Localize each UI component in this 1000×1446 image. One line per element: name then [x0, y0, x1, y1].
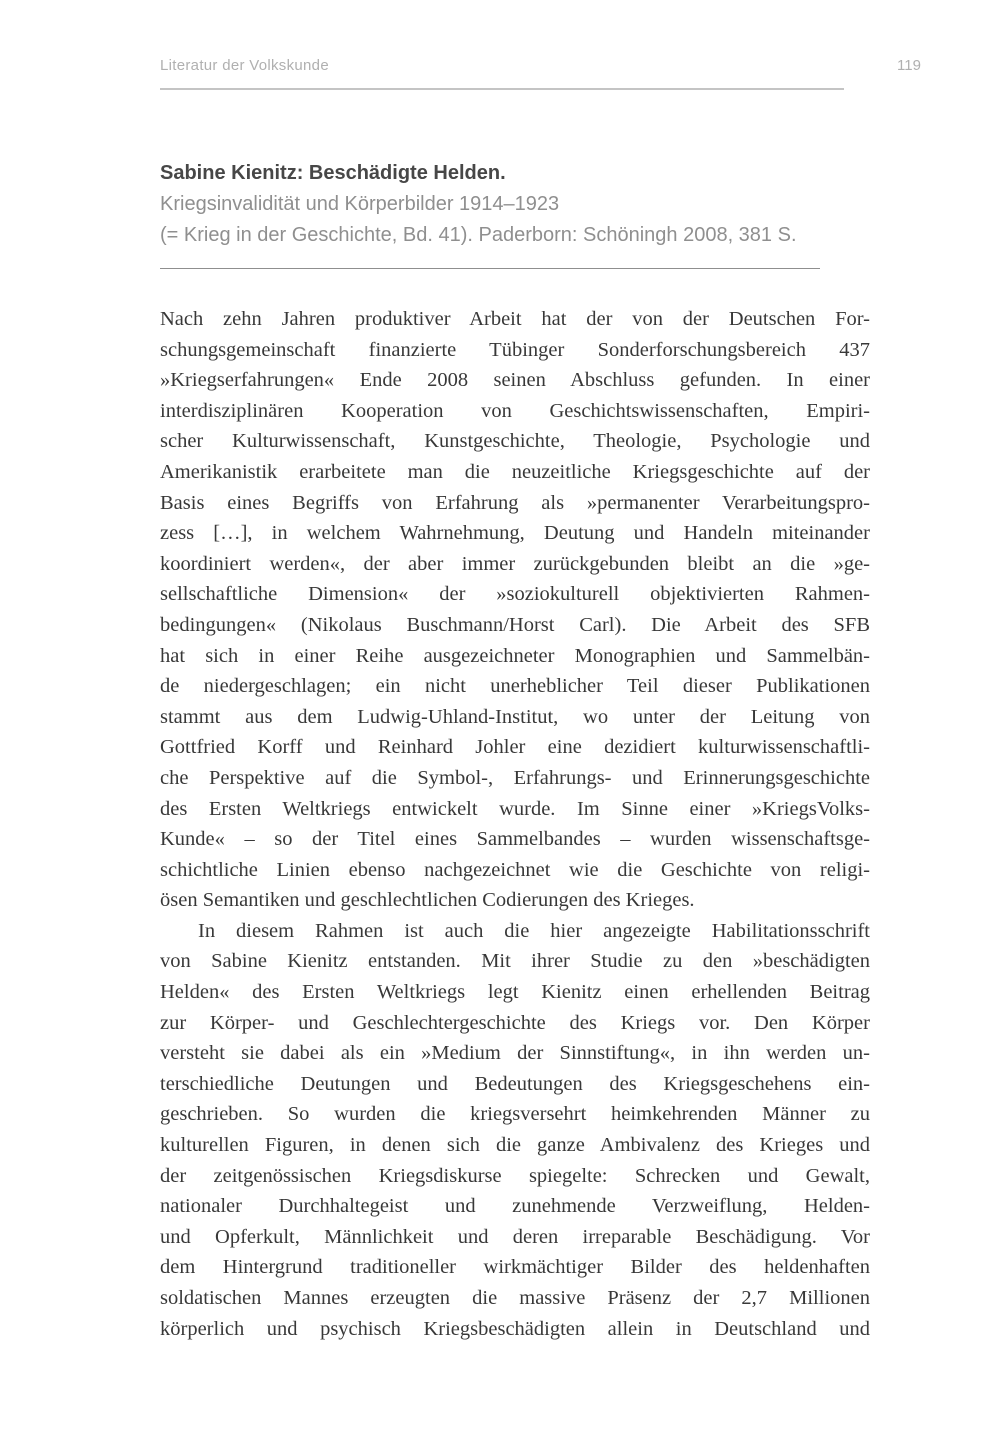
paragraph: [160, 304, 870, 916]
text-line: Amerikanistik erarbeitete man die neuzeitliche Kriegsgeschichte auf der: [160, 460, 870, 483]
text-line: sellschaftliche Dimension« der »soziokulturell objektivierten Rahmen-: [160, 583, 870, 606]
text-line: geschrieben. So wurden die kriegsversehrt heimkehrenden Männer zu: [160, 1103, 870, 1126]
text-line: soldatischen Mannes erzeugten die massive Präsenz der 2,7 Millionen: [160, 1287, 870, 1309]
text-line: hat sich in einer Reihe ausgezeichneter Monographien und Sammelbän-: [160, 644, 870, 667]
review-title: Sabine Kienitz: Beschädigte Helden.: [160, 162, 506, 184]
text-line: ösen Semantiken und geschlechtlichen Codierungen des Krieges.: [160, 889, 695, 912]
text-line: Basis eines Begriffs von Erfahrung als »permanenter Verarbeitungspro-: [160, 491, 870, 514]
text-line: de niedergeschlagen; ein nicht unerheblicher Teil dieser Publikationen: [160, 675, 870, 698]
text-line: dem Hintergrund traditioneller wirkmächtiger Bilder des heldenhaften: [160, 1256, 870, 1279]
text-line: koordiniert werden«, der aber immer zurückgebunden bleibt an die »ge-: [160, 552, 870, 575]
running-header: Literatur der Volkskunde: [160, 57, 329, 74]
text-line: Kunde« – so der Titel eines Sammelbandes – wurden wissenschaftsge-: [160, 828, 870, 851]
text-line: scher Kulturwissenschaft, Kunstgeschichte, Theologie, Psychologie und: [160, 430, 870, 453]
text-line: körperlich und psychisch Kriegsbeschädigten allein in Deutschland und: [160, 1317, 870, 1340]
review-body: [160, 304, 870, 1344]
text-line: nationaler Durchhaltegeist und zunehmende Verzweiflung, Helden-: [160, 1195, 870, 1218]
review-bibliography: (= Krieg in der Geschichte, Bd. 41). Paderborn: Schöningh 2008, 381 S.: [160, 224, 797, 246]
text-line: der zeitgenössischen Kriegsdiskurse spiegelte: Schrecken und Gewalt,: [160, 1164, 870, 1187]
text-line: terschiedliche Deutungen und Bedeutungen des Kriegsgeschehens ein-: [160, 1072, 870, 1095]
text-line: schichtliche Linien ebenso nachgezeichnet wie die Geschichte von religi-: [160, 858, 870, 881]
text-line: von Sabine Kienitz entstanden. Mit ihrer Studie zu den »beschädigten: [160, 950, 870, 973]
review-subtitle: Kriegsinvalidität und Körperbilder 1914–1923: [160, 193, 560, 215]
title-rule: [160, 268, 820, 269]
text-line: zess […], in welchem Wahrnehmung, Deutung und Handeln miteinander: [160, 522, 870, 545]
header-rule: [160, 88, 844, 90]
text-line: schungsgemeinschaft finanzierte Tübinger Sonderforschungsbereich 437: [160, 338, 870, 361]
text-line: kulturellen Figuren, in denen sich die ganze Ambivalenz des Krieges und: [160, 1134, 870, 1157]
text-line: stammt aus dem Ludwig-Uhland-Institut, wo unter der Leitung von: [160, 705, 870, 728]
text-line: »Kriegserfahrungen« Ende 2008 seinen Abschluss gefunden. In einer: [160, 369, 870, 392]
text-line: zur Körper- und Geschlechtergeschichte des Kriegs vor. Den Körper: [160, 1011, 870, 1034]
text-line: interdisziplinären Kooperation von Geschichtswissenschaften, Empiri-: [160, 399, 870, 422]
review-heading: [160, 158, 870, 251]
text-line: und Opferkult, Männlichkeit und deren irreparable Beschädigung. Vor: [160, 1225, 870, 1248]
text-line: Helden« des Ersten Weltkriegs legt Kienitz einen erhellenden Beitrag: [160, 981, 870, 1004]
text-line: versteht sie dabei als ein »Medium der Sinnstiftung«, in ihn werden un-: [160, 1042, 870, 1065]
text-line: che Perspektive auf die Symbol-, Erfahrungs- und Erinnerungsgeschichte: [160, 766, 870, 789]
text-line: Nach zehn Jahren produktiver Arbeit hat der von der Deutschen For-: [160, 308, 870, 330]
page-number: 119: [897, 57, 921, 74]
paragraph: [160, 916, 870, 1344]
text-line: In diesem Rahmen ist auch die hier angezeigte Habilitationsschrift: [198, 919, 870, 942]
text-line: Gottfried Korff und Reinhard Johler eine dezidiert kulturwissenschaftli-: [160, 736, 870, 759]
text-line: des Ersten Weltkriegs entwickelt wurde. Im Sinne einer »KriegsVolks-: [160, 797, 870, 820]
text-line: bedingungen« (Nikolaus Buschmann/Horst Carl). Die Arbeit des SFB: [160, 613, 870, 636]
